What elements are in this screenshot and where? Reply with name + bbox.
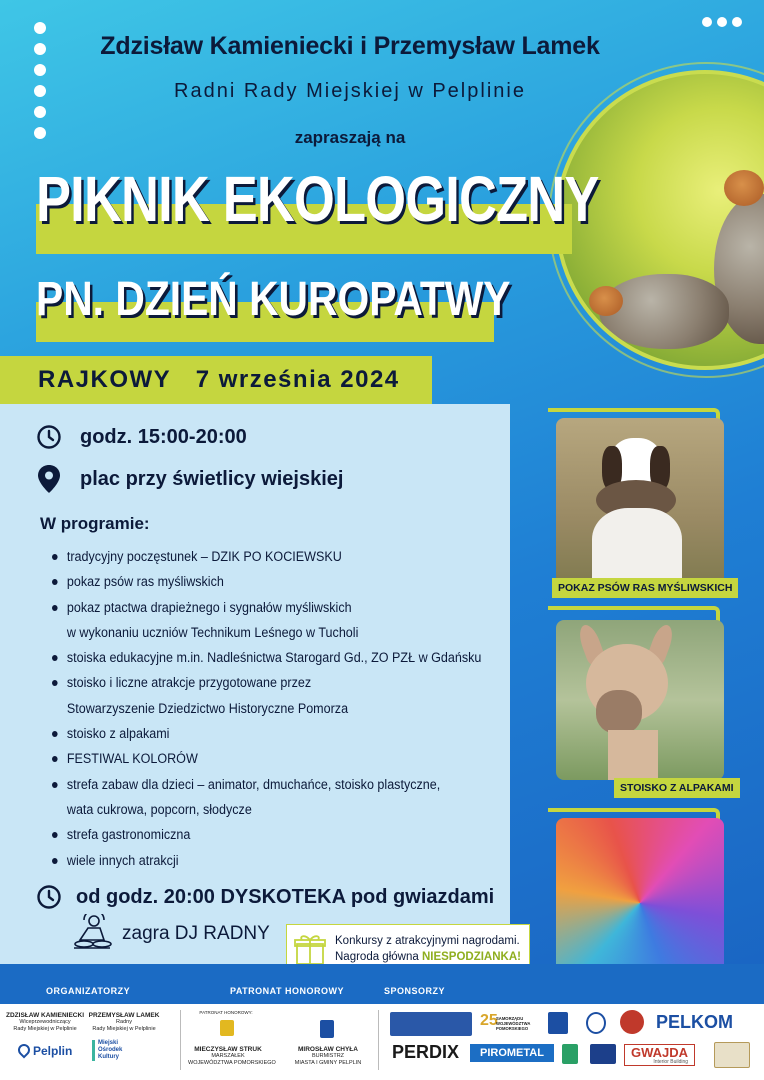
contest-prize-highlight: NIESPODZIANKA!: [421, 951, 521, 963]
gift-icon: [293, 932, 327, 966]
sponsor-logo-pirometal: PIROMETAL: [470, 1044, 554, 1062]
dj-row: [70, 914, 270, 954]
program-item: FESTIWAL KOLORÓW: [52, 746, 471, 771]
location-pin-icon: [36, 464, 62, 494]
dj-icon: [70, 914, 114, 954]
invite-text: zapraszają na: [294, 128, 406, 147]
holi-colors-photo: [556, 818, 724, 988]
footer-heading-bar: [0, 964, 764, 1004]
menu-dots-icon[interactable]: [697, 12, 742, 31]
organizer-2: PRZEMYSŁAW LAMEK Radny Rady Miejskiej w Pelplinie: [88, 1012, 160, 1032]
sponsor-logo-25: 25: [480, 1012, 498, 1029]
disco-text: od godz. 20:00 DYSKOTEKA pod gwiazdami: [76, 885, 495, 908]
pomorskie-crest-icon: [220, 1020, 234, 1036]
sponsor-logo-shop: [714, 1042, 750, 1068]
location-row: [36, 464, 343, 494]
organizer-1: ZDZISŁAW KAMIENIECKI Wiceprzewodniczący Rady Miejskiej w Pelplinie: [6, 1012, 84, 1032]
council-subheading: Radni Rady Miejskiej w Pelplinie: [174, 80, 526, 102]
program-item: pokaz psów ras myśliwskich: [52, 569, 471, 594]
program-item: stoisko z alpakami: [52, 721, 471, 746]
date-line: [38, 366, 400, 394]
program-item: pokaz ptactwa drapieżnego i sygnałów myśliwskich: [52, 595, 471, 620]
dog-photo: [556, 418, 724, 586]
program-item: w wykonaniu uczniów Technikum Leśnego w Tucholi: [66, 624, 359, 640]
sponsor-logo-gwajda: GWAJDA Interior Building: [624, 1044, 695, 1066]
sponsor-logo-round: [620, 1010, 644, 1034]
sponsor-logo-water: [586, 1012, 606, 1034]
patron-2: MIROSŁAW CHYŁA BURMISTRZ MIASTA I GMINY PELPLIN: [294, 1046, 362, 1066]
event-location: plac przy świetlicy wiejskiej: [80, 467, 344, 490]
pelplin-logo: Pelplin: [18, 1044, 72, 1058]
sponsor-logo-perdix: PERDIX: [392, 1042, 460, 1062]
event-date: 7 września 2024: [195, 366, 400, 393]
sponsor-logo-urzad: [390, 1012, 472, 1036]
clock-icon: [36, 884, 62, 910]
event-subtitle: PN. DZIEŃ KUROPATWY: [36, 273, 511, 326]
program-item: wiele innych atrakcji: [52, 848, 471, 873]
sponsor-logo-samorzad: SAMORZĄDU WOJEWÓDZTWA POMORSKIEGO: [496, 1016, 531, 1031]
footer-organizers-heading: ORGANIZATORZY: [46, 986, 131, 996]
event-place: RAJKOWY: [38, 366, 172, 393]
program-item: strefa zabaw dla dzieci – animator, dmuchańce, stoisko plastyczne,: [52, 772, 471, 797]
clock-icon: [36, 424, 62, 450]
patron-1: MIECZYSŁAW STRUK MARSZAŁEK WOJEWÓDZTWA POMORSKIEGO: [188, 1046, 276, 1066]
disco-row: [36, 884, 494, 910]
sponsor-logo-crest: [548, 1012, 568, 1034]
alpacas-label: STOISKO Z ALPAKAMI: [614, 778, 740, 798]
organizers-heading: Zdzisław Kamieniecki i Przemysław Lamek: [100, 32, 600, 60]
program-item: stoiska edukacyjne m.in. Nadleśnictwa Starogard Gd., ZO PZŁ w Gdańsku: [52, 645, 471, 670]
event-time: godz. 15:00-20:00: [80, 425, 247, 448]
sponsor-logo-green: [562, 1044, 578, 1064]
program-item: Stowarzyszenie Dziedzictwo Historyczne Pomorza: [66, 700, 349, 716]
footer-sponsors-heading: SPONSORZY: [384, 986, 446, 996]
program-item: stoisko i liczne atrakcje przygotowane przez: [52, 670, 471, 695]
program-title: W programie:: [40, 514, 150, 533]
contest-prize-prefix: Nagroda główna: [335, 951, 422, 963]
time-row: [36, 424, 247, 450]
dj-text: zagra DJ RADNY: [122, 923, 270, 944]
alpaca-photo: [556, 620, 724, 780]
footer-patronage-heading: PATRONAT HONOROWY: [230, 986, 344, 996]
program-item: wata cukrowa, popcorn, słodycze: [66, 801, 252, 817]
pelplin-crest-icon: [320, 1020, 334, 1038]
program-list: [52, 544, 502, 873]
event-title: PIKNIK EKOLOGICZNY: [36, 163, 599, 235]
mok-logo: Miejski Ośrodek Kultury: [92, 1040, 122, 1061]
sponsor-logo-blue: [590, 1044, 616, 1064]
program-item: strefa gastronomiczna: [52, 822, 471, 847]
contest-line1: Konkursy z atrakcyjnymi nagrodami.: [335, 935, 520, 947]
dogs-label: POKAZ PSÓW RAS MYŚLIWSKICH: [552, 578, 738, 598]
sponsor-logo-pelkom: PELKOM: [656, 1012, 734, 1032]
program-item: tradycyjny poczęstunek – DZIK PO KOCIEWSKU: [52, 544, 471, 569]
patron-small-label: PATRONAT HONOROWY:: [199, 1010, 253, 1015]
